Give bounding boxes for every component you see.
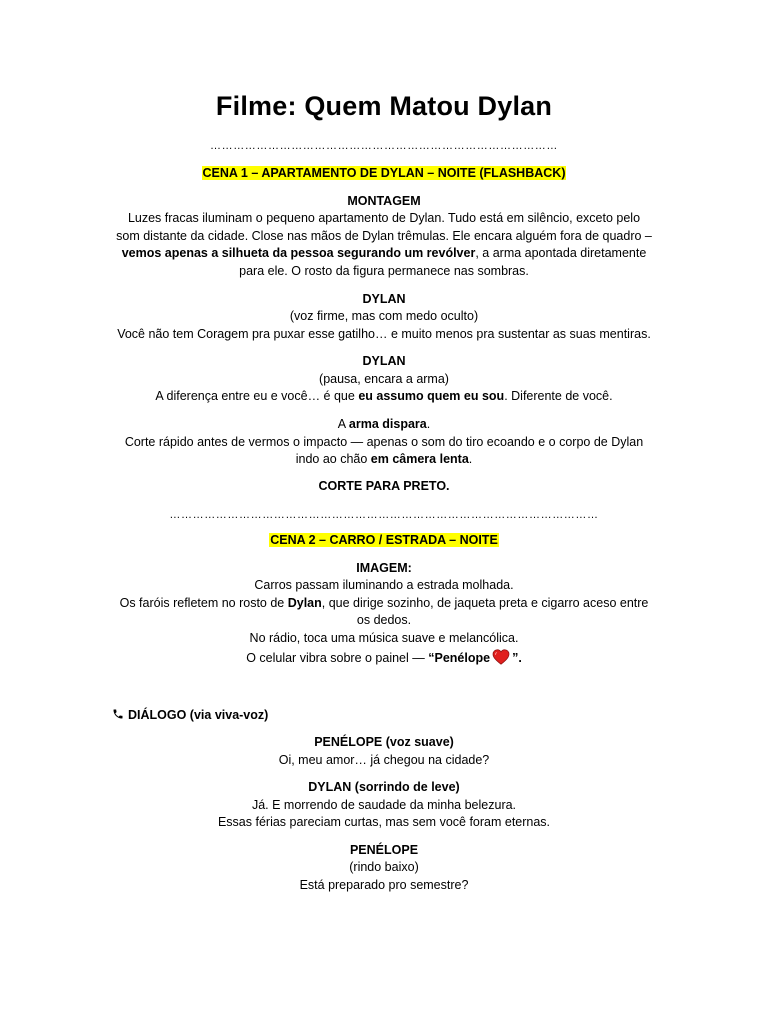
image-bold-text: “Penélope [428,651,491,665]
scene-heading [90,531,678,549]
action-line [90,450,678,468]
dialogue-text: . Diferente de você. [504,389,613,403]
character-name: PENÉLOPE [349,843,419,857]
image-text: Os faróis refletem no rosto de [119,596,288,610]
action-bold-text: em câmera lenta [370,452,469,466]
montage-line: Luzes fracas iluminam o pequeno apartamento de Dylan. Tudo está em silêncio, exceto pelo [127,211,641,225]
parenthetical: (voz firme, mas com medo oculto) [289,309,479,323]
montage-text: , a arma apontada diretamente [475,246,647,260]
phone-icon [112,708,124,720]
parenthetical: (pausa, encara a arma) [319,372,449,386]
character-name: DYLAN [362,292,406,306]
dialog-label: DIÁLOGO (via viva-voz) [128,708,269,722]
montage-label: MONTAGEM [347,194,421,208]
action-line [90,415,678,433]
scene-2-heading: CENA 2 – CARRO / ESTRADA – NOITE [270,533,498,547]
image-bold-text: ”. [512,651,522,665]
image-line: Carros passam iluminando a estrada molhada. [254,578,514,592]
action-text: indo ao chão [295,452,371,466]
divider: ………………………………………………………………………………………………… [169,509,599,521]
image-text: , que dirige sozinho, de jaqueta preta e cigarro aceso entre [321,596,649,610]
dialogue-line [90,387,678,405]
document-title: Filme: Quem Matou Dylan [215,91,553,121]
dialogue-line: Você não tem Coragem pra puxar esse gatilho… e muito menos pra sustentar as suas mentiras. [117,327,651,341]
dialogue-line: Está preparado pro semestre? [299,878,469,892]
transition: CORTE PARA PRETO. [318,479,450,493]
action-text: A [337,417,349,431]
character-name: DYLAN (sorrindo de leve) [308,780,460,794]
montage-line [90,244,678,262]
heart-icon [492,649,510,665]
parenthetical: (rindo baixo) [349,860,419,874]
action-text: . [426,417,431,431]
dialogue-line: Oi, meu amor… já chegou na cidade? [278,753,490,767]
character-name: PENÉLOPE (voz suave) [314,735,454,749]
dialogue-line: Essas férias pareciam curtas, mas sem você foram eternas. [217,815,551,829]
divider: ……………………………………………………………………………… [210,140,558,152]
image-text: O celular vibra sobre o painel — [246,651,429,665]
image-line: No rádio, toca uma música suave e melancólica. [249,631,519,645]
action-line: Corte rápido antes de vermos o impacto — apenas o som do tiro ecoando e o corpo de Dylan [124,435,644,449]
scene-1-heading: CENA 1 – APARTAMENTO DE DYLAN – NOITE (FLASHBACK) [202,166,566,180]
image-line [90,649,678,667]
image-bold-text: Dylan [287,596,322,610]
dialogue-text: A diferença entre eu e você… é que [155,389,359,403]
montage-line: para ele. O rosto da figura permanece nas sombras. [239,264,529,278]
dialog-header [112,706,268,724]
action-text: . [468,452,473,466]
image-line: os dedos. [356,613,412,627]
image-label: IMAGEM: [356,561,412,575]
image-line [90,594,678,612]
dialogue-bold-text: eu assumo quem eu sou [358,389,505,403]
montage-bold-text: vemos apenas a silhueta da pessoa segurando um revólver [121,246,476,260]
dialogue-line: Já. E morrendo de saudade da minha belezura. [251,798,517,812]
character-name: DYLAN [362,354,406,368]
action-bold-text: arma dispara [348,417,427,431]
scene-heading [90,164,678,182]
montage-line: som distante da cidade. Close nas mãos de Dylan trêmulas. Ele encara alguém fora de quadro – [116,229,652,243]
